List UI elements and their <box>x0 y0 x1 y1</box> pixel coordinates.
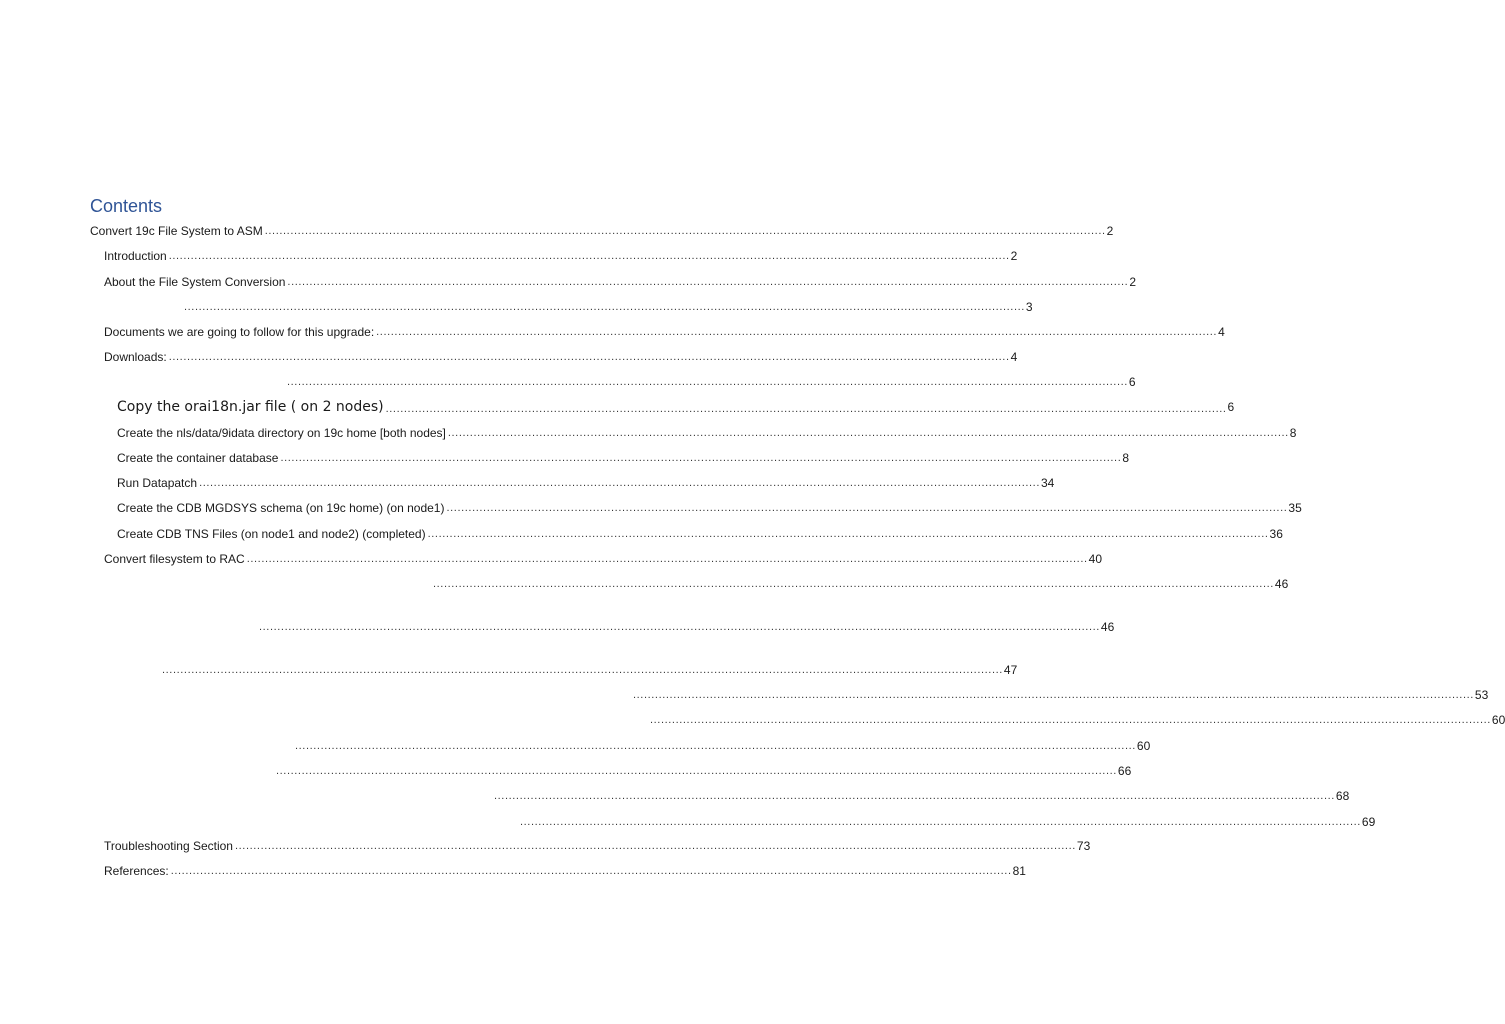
toc-entry[interactable] <box>117 500 1302 516</box>
toc-entry[interactable] <box>633 687 1489 703</box>
toc-entry-title: Create the container database <box>117 451 279 465</box>
toc-entry-title: Convert 19c File System to ASM <box>90 224 263 238</box>
toc-entry[interactable] <box>90 223 1114 239</box>
toc-leader: ...................................................................................................................................................................................................................................... <box>446 502 1288 514</box>
toc-entry-page: 60 <box>1491 713 1505 727</box>
toc-leader: ...................................................................................................................................................................................................................................... <box>264 225 1106 237</box>
toc-leader: ...................................................................................................................................................................................................................................... <box>246 553 1088 565</box>
toc-leader: ...................................................................................................................................................................................................................................... <box>376 326 1218 338</box>
toc-entry-page: 73 <box>1076 839 1091 853</box>
toc-leader: ...................................................................................................................................................................................................................................... <box>259 621 1100 633</box>
toc-entry-title: Copy the orai18n.jar file ( on 2 nodes) <box>117 399 384 415</box>
toc-entry[interactable] <box>104 248 1018 264</box>
toc-entry-page: 40 <box>1088 552 1102 566</box>
toc-entry-page: 81 <box>1012 864 1026 878</box>
toc-leader: ...................................................................................................................................................................................................................................... <box>520 816 1361 828</box>
toc-leader: ...................................................................................................................................................................................................................................... <box>287 376 1128 388</box>
toc-entry-title: Create the CDB MGDSYS schema (on 19c home) (on node1) <box>117 501 445 515</box>
toc-leader: ...................................................................................................................................................................................................................................... <box>633 689 1474 701</box>
toc-entry-page: 3 <box>1025 300 1033 314</box>
toc-entry[interactable] <box>117 425 1297 441</box>
toc-leader: ...................................................................................................................................................................................................................................... <box>494 790 1335 802</box>
toc-leader: ...................................................................................................................................................................................................................................... <box>295 740 1136 752</box>
toc-entry[interactable] <box>433 576 1289 592</box>
toc-entry-title: Create the nls/data/9idata directory on 19c home [both nodes] <box>117 426 446 440</box>
toc-entry[interactable] <box>276 763 1132 779</box>
toc-entry-page: 34 <box>1040 476 1055 490</box>
toc-entry[interactable] <box>162 662 1018 678</box>
toc-leader: ...................................................................................................................................................................................................................................... <box>427 528 1269 540</box>
toc-entry-page: 46 <box>1100 620 1115 634</box>
toc-entry[interactable] <box>104 324 1225 340</box>
toc-entry[interactable] <box>650 712 1505 728</box>
toc-entry-page: 4 <box>1218 325 1225 339</box>
toc-heading: Contents <box>90 196 163 216</box>
toc-entry[interactable] <box>104 274 1137 290</box>
toc-entry-page: 46 <box>1274 577 1289 591</box>
toc-entry[interactable] <box>494 788 1350 804</box>
toc-entry[interactable] <box>104 863 1026 879</box>
toc-leader: ...................................................................................................................................................................................................................................... <box>433 578 1274 590</box>
toc-entry-title: Run Datapatch <box>117 476 198 490</box>
toc-entry-title: Introduction <box>104 249 167 263</box>
toc-entry[interactable] <box>117 475 1055 491</box>
toc-entry-page: 69 <box>1361 815 1376 829</box>
toc-entry-title: Create CDB TNS Files (on node1 and node2) (completed) <box>117 527 426 541</box>
toc-entry-title: Documents we are going to follow for this upgrade: <box>104 325 375 339</box>
toc-entry-page: 47 <box>1003 663 1018 677</box>
toc-entry-page: 53 <box>1474 688 1489 702</box>
toc-entry-page: 66 <box>1117 764 1132 778</box>
toc-entry-page: 2 <box>1129 275 1137 289</box>
toc-entry-page: 2 <box>1106 224 1114 238</box>
toc-leader: ...................................................................................................................................................................................................................................... <box>385 403 1227 415</box>
toc-entry[interactable] <box>295 738 1151 754</box>
toc-leader: ...................................................................................................................................................................................................................................... <box>287 276 1129 288</box>
toc-entry[interactable] <box>184 299 1033 315</box>
toc-entry-page: 6 <box>1128 375 1136 389</box>
toc-leader: ...................................................................................................................................................................................................................................... <box>168 250 1010 262</box>
toc-entry-page: 36 <box>1269 527 1283 541</box>
toc-entry[interactable] <box>520 814 1376 830</box>
toc-leader: ...................................................................................................................................................................................................................................... <box>650 714 1491 726</box>
toc-entry[interactable] <box>259 619 1115 635</box>
toc-leader: ...................................................................................................................................................................................................................................... <box>280 452 1122 464</box>
toc-entry-title: References: <box>104 864 169 878</box>
toc-leader: ...................................................................................................................................................................................................................................... <box>199 477 1040 489</box>
toc-entry-title: About the File System Conversion <box>104 275 286 289</box>
toc-leader: ...................................................................................................................................................................................................................................... <box>276 765 1117 777</box>
toc-entry[interactable] <box>117 397 1235 417</box>
toc-leader: ...................................................................................................................................................................................................................................... <box>168 351 1010 363</box>
toc-entry[interactable] <box>287 374 1136 390</box>
toc-entry[interactable] <box>117 450 1130 466</box>
toc-entry-title: Troubleshooting Section <box>104 839 233 853</box>
toc-entry[interactable] <box>117 526 1283 542</box>
toc-leader: ...................................................................................................................................................................................................................................... <box>170 865 1012 877</box>
toc-entry-page: 8 <box>1122 451 1130 465</box>
toc-entry-page: 2 <box>1010 249 1018 263</box>
toc-entry-page: 68 <box>1335 789 1350 803</box>
toc-entry-page: 6 <box>1227 400 1235 414</box>
toc-entry-page: 35 <box>1288 501 1302 515</box>
toc-entry-title: Downloads: <box>104 350 167 364</box>
toc-leader: ...................................................................................................................................................................................................................................... <box>184 301 1025 313</box>
toc-leader: ...................................................................................................................................................................................................................................... <box>234 840 1076 852</box>
toc-entry[interactable] <box>104 349 1018 365</box>
toc-entry-page: 60 <box>1136 739 1151 753</box>
toc-entry-page: 8 <box>1289 426 1297 440</box>
toc-entry-title: Convert filesystem to RAC <box>104 552 245 566</box>
toc-entry[interactable] <box>104 838 1091 854</box>
toc-entry-page: 4 <box>1010 350 1018 364</box>
toc-leader: ...................................................................................................................................................................................................................................... <box>162 664 1003 676</box>
toc-leader: ...................................................................................................................................................................................................................................... <box>447 427 1289 439</box>
toc-entry[interactable] <box>104 551 1102 567</box>
